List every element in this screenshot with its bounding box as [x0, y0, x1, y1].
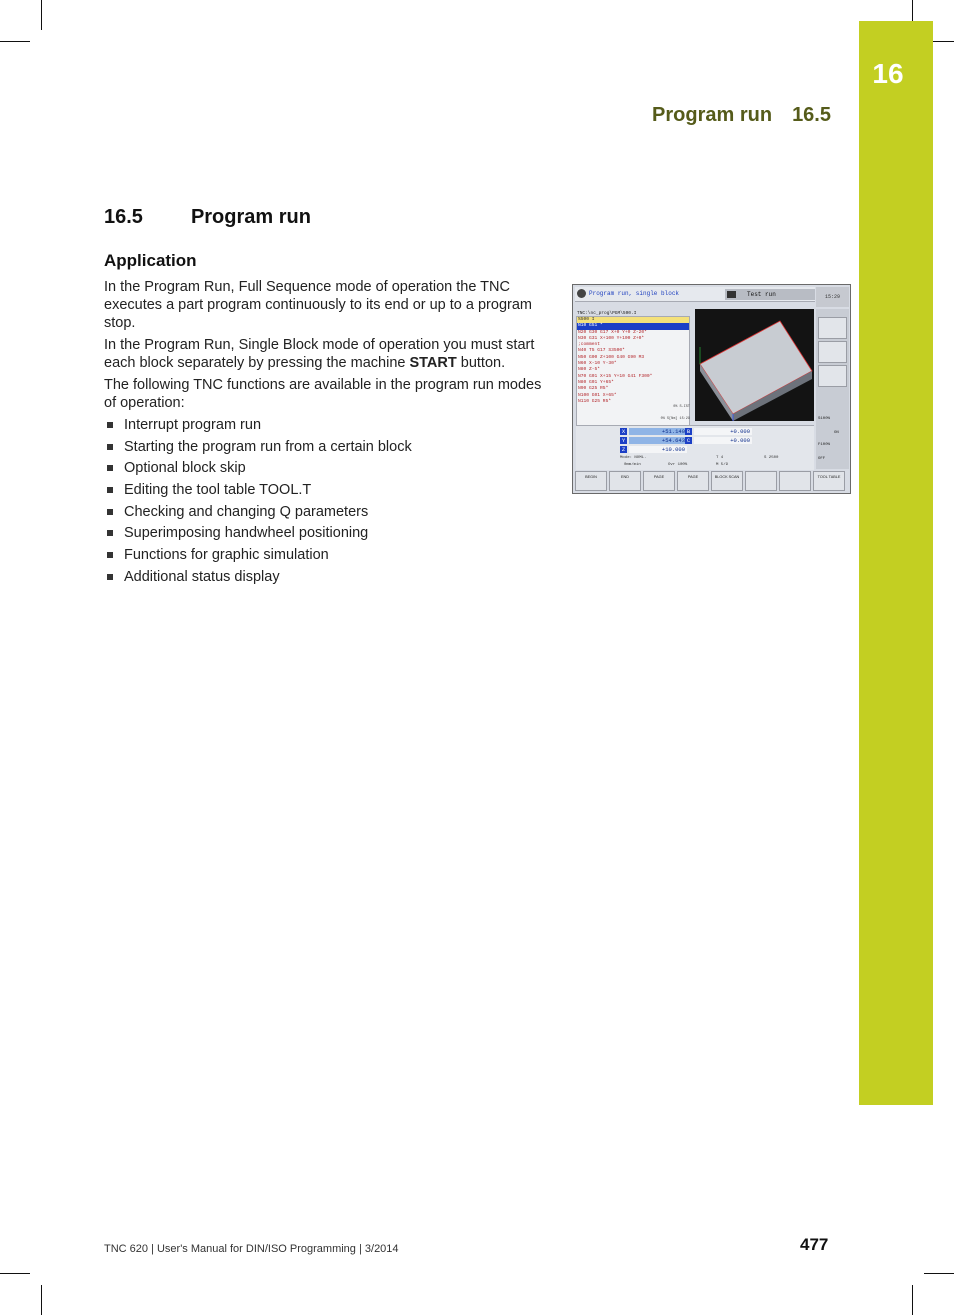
- paragraph: The following TNC functions are available in the program run modes of operation:: [104, 377, 542, 411]
- program-line: N10 G51 *: [577, 323, 689, 329]
- softkey-page-down[interactable]: [677, 471, 709, 491]
- axis-value: +54.643: [629, 437, 687, 444]
- running-head-title: Program run: [652, 104, 773, 126]
- section-title: [104, 206, 311, 229]
- program-run-icon: [577, 289, 586, 298]
- program-line: N80 Z-5*: [578, 367, 601, 373]
- program-line: N100 G01 X+65*: [578, 392, 617, 398]
- workpiece-top: [700, 321, 812, 414]
- crop-mark: [0, 1273, 30, 1274]
- softkey-begin[interactable]: [575, 471, 607, 491]
- override-state: ON: [834, 431, 839, 435]
- axis-value: +51.140: [629, 428, 687, 435]
- subheading: Application: [104, 251, 197, 270]
- tnc-position-display: [576, 425, 814, 470]
- override-info: Ovr 100%: [668, 463, 688, 467]
- tool-info: T 4: [716, 456, 724, 460]
- softkey-page-up[interactable]: [643, 471, 675, 491]
- program-line: N40 T5 G17 S3500*: [578, 348, 625, 354]
- list-item: Starting the program run from a certain block: [104, 438, 544, 456]
- paragraph-text: In the Program Run, Single Block mode of operation you must start each block separately by pressing the machine: [104, 337, 535, 371]
- softkey-empty[interactable]: [745, 471, 777, 491]
- override-state: OFF: [818, 457, 826, 461]
- dnc-icon: [727, 291, 736, 298]
- tool-button[interactable]: [818, 341, 847, 363]
- program-line: ;comment: [578, 342, 601, 348]
- tnc-softkey-row: [575, 471, 848, 492]
- softkey-label: BLOCK SCAN: [714, 475, 740, 479]
- paragraph: In the Program Run, Full Sequence mode of operation the TNC executes a part program continuously to its end or up to a program stop.: [104, 279, 532, 331]
- chapter-tab: [859, 21, 933, 1105]
- list-item: Additional status display: [104, 568, 544, 586]
- running-head: [652, 104, 831, 127]
- softkey-label: PAGE: [687, 475, 699, 479]
- program-line: N80 G01 Y+65*: [578, 379, 614, 385]
- crop-mark: [41, 0, 42, 30]
- crop-mark: [912, 1285, 913, 1315]
- program-line: N50 G00 Z+100 G40 G90 M3: [578, 354, 645, 360]
- program-line: %500 I: [577, 317, 689, 323]
- tnc-status-lines: [576, 405, 690, 421]
- crop-mark: [924, 1273, 954, 1274]
- axis-value: +10.000: [629, 446, 687, 453]
- softkey-end[interactable]: [609, 471, 641, 491]
- list-item: Editing the tool table TOOL.T: [104, 481, 544, 499]
- status-button[interactable]: [818, 365, 847, 387]
- spindle-info: S 2500: [764, 456, 779, 460]
- workpiece-graphic: [695, 309, 814, 421]
- function-list: [104, 416, 544, 586]
- softkey-tool-table[interactable]: [813, 471, 845, 491]
- running-head-section: 16.5: [792, 104, 831, 126]
- tnc-sub-mode: [725, 289, 815, 300]
- tnc-clock: [816, 287, 849, 307]
- crop-mark: [41, 1285, 42, 1315]
- program-line: N30 G31 X+100 Y+100 Z+0*: [578, 335, 645, 341]
- tnc-graphic-window: [695, 309, 814, 421]
- list-item: Optional block skip: [104, 459, 544, 477]
- spindle-override: S100%: [818, 417, 831, 421]
- list-item: Superimposing handwheel positioning: [104, 524, 544, 542]
- axis-letter: Z: [621, 446, 626, 453]
- softkey-label: PAGE: [653, 475, 665, 479]
- axis-letter: C: [686, 437, 691, 444]
- tnc-sub-mode-label: Test run: [747, 291, 776, 298]
- tnc-screenshot: [572, 284, 851, 494]
- list-item: Interrupt program run: [104, 416, 544, 434]
- tnc-mode-title: Program run, single block: [589, 290, 680, 297]
- section-name: Program run: [190, 206, 311, 228]
- softkey-label: BEGIN: [585, 475, 597, 479]
- paragraph-text: button.: [456, 355, 506, 371]
- program-line: N90 G25 R5*: [578, 386, 609, 392]
- list-item: Checking and changing Q parameters: [104, 503, 544, 521]
- program-line: N70 G01 X+15 Y+10 G41 F300*: [578, 373, 653, 379]
- section-number: 16.5: [104, 206, 143, 228]
- axis-letter: X: [621, 428, 626, 435]
- start-keyword: START: [409, 355, 457, 371]
- body-text: [104, 278, 544, 590]
- axis-letter: B: [686, 428, 691, 435]
- feed-override: F100%: [818, 443, 831, 447]
- program-line: N60 X-10 Y-30*: [578, 361, 617, 367]
- machine-button[interactable]: [818, 317, 847, 339]
- status-line: 0% S[Nm] 15:29: [660, 417, 690, 421]
- tnc-title-bar: [575, 287, 815, 302]
- tnc-program-path: TNC:\nc_prog\PGM\500.I: [577, 311, 637, 316]
- crop-mark: [0, 41, 30, 42]
- paragraph: [104, 336, 544, 372]
- tnc-right-panel: [816, 309, 849, 469]
- status-line: 0% S-IST: [673, 405, 690, 409]
- softkey-label: TOOL TABLE: [817, 475, 841, 479]
- axis-value: +0.000: [694, 437, 752, 444]
- softkey-label: END: [620, 475, 630, 479]
- softkey-block-scan[interactable]: [711, 471, 743, 491]
- chapter-number: 16: [872, 58, 904, 89]
- softkey-empty[interactable]: [779, 471, 811, 491]
- m-function-info: M 5/9: [716, 463, 729, 467]
- page-number: 477: [800, 1235, 829, 1254]
- program-line: N20 G30 G17 X+0 Y+0 Z-20*: [578, 329, 647, 335]
- feed-info: 0mm/min: [624, 463, 641, 467]
- mode-info: Mode: NOML.: [620, 456, 647, 460]
- axis-value: +0.000: [694, 428, 752, 435]
- program-line: N110 G25 R5*: [578, 398, 612, 404]
- axis-letter: Y: [621, 437, 626, 444]
- footer-text: TNC 620 | User's Manual for DIN/ISO Programming | 3/2014: [104, 1243, 399, 1255]
- list-item: Functions for graphic simulation: [104, 546, 544, 564]
- tnc-clock-text: 15:29: [825, 294, 841, 300]
